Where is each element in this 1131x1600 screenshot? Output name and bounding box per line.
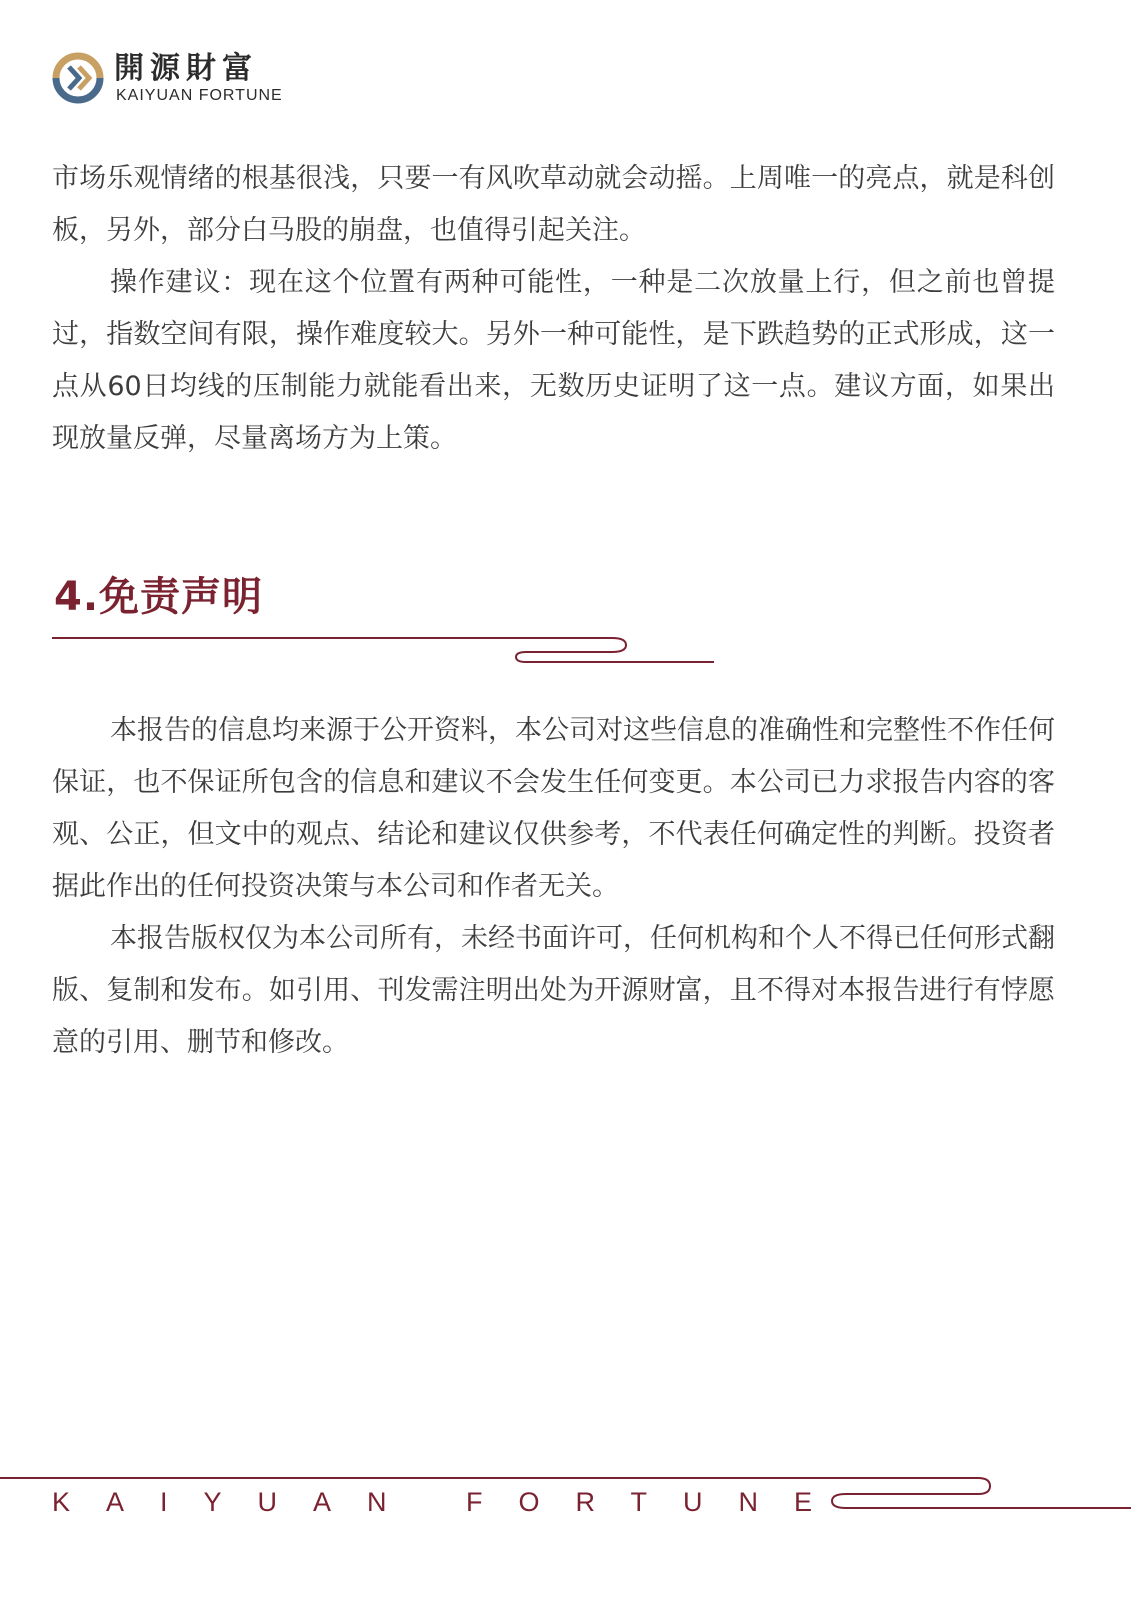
paragraph: 市场乐观情绪的根基很浅，只要一有风吹草动就会动摇。上周唯一的亮点，就是科创板，另外，部分白马股的崩盘，也值得引起关注。 [52, 163, 1055, 246]
header [52, 50, 372, 110]
footer-brand: KAIYUAN FORTUNE [52, 1487, 849, 1517]
paragraph-disclaimer: 本报告的信息均来源于公开资料，本公司对这些信息的准确性和完整性不作任何保证，也不保证所包含的信息和建议不会发生任何变更。本公司已力求报告内容的客观、公正，但文中的观点、结论和建议仅供参考，不代表任何确定性的判断。投资者据此作出的任何投资决策与本公司和作者无关。 [52, 715, 1055, 902]
section-title: 4.免责声明 [54, 574, 264, 620]
paragraph-operation-advice: 操作建议：现在这个位置有两种可能性，一种是二次放量上行，但之前也曾提过，指数空间有限，操作难度较大。另外一种可能性，是下跌趋势的正式形成，这一点从60日均线的压制能力就能看出来，无数历史证明了这一点。建议方面，如果出现放量反弹，尽量离场方为上策。 [52, 267, 1055, 454]
body-text-top [52, 153, 1055, 465]
logo-chinese-name: 開源財富 [114, 51, 258, 86]
kaiyuan-logo-icon [52, 52, 104, 104]
logo-english-name: KAIYUAN FORTUNE [116, 87, 283, 104]
paragraph-copyright: 本报告版权仅为本公司所有，未经书面许可，任何机构和个人不得已任何形式翻版、复制和发布。如引用、刊发需注明出处为开源财富，且不得对本报告进行有悖愿意的引用、删节和修改。 [52, 923, 1055, 1058]
title-divider [52, 630, 722, 670]
disclaimer-text [52, 705, 1055, 1069]
